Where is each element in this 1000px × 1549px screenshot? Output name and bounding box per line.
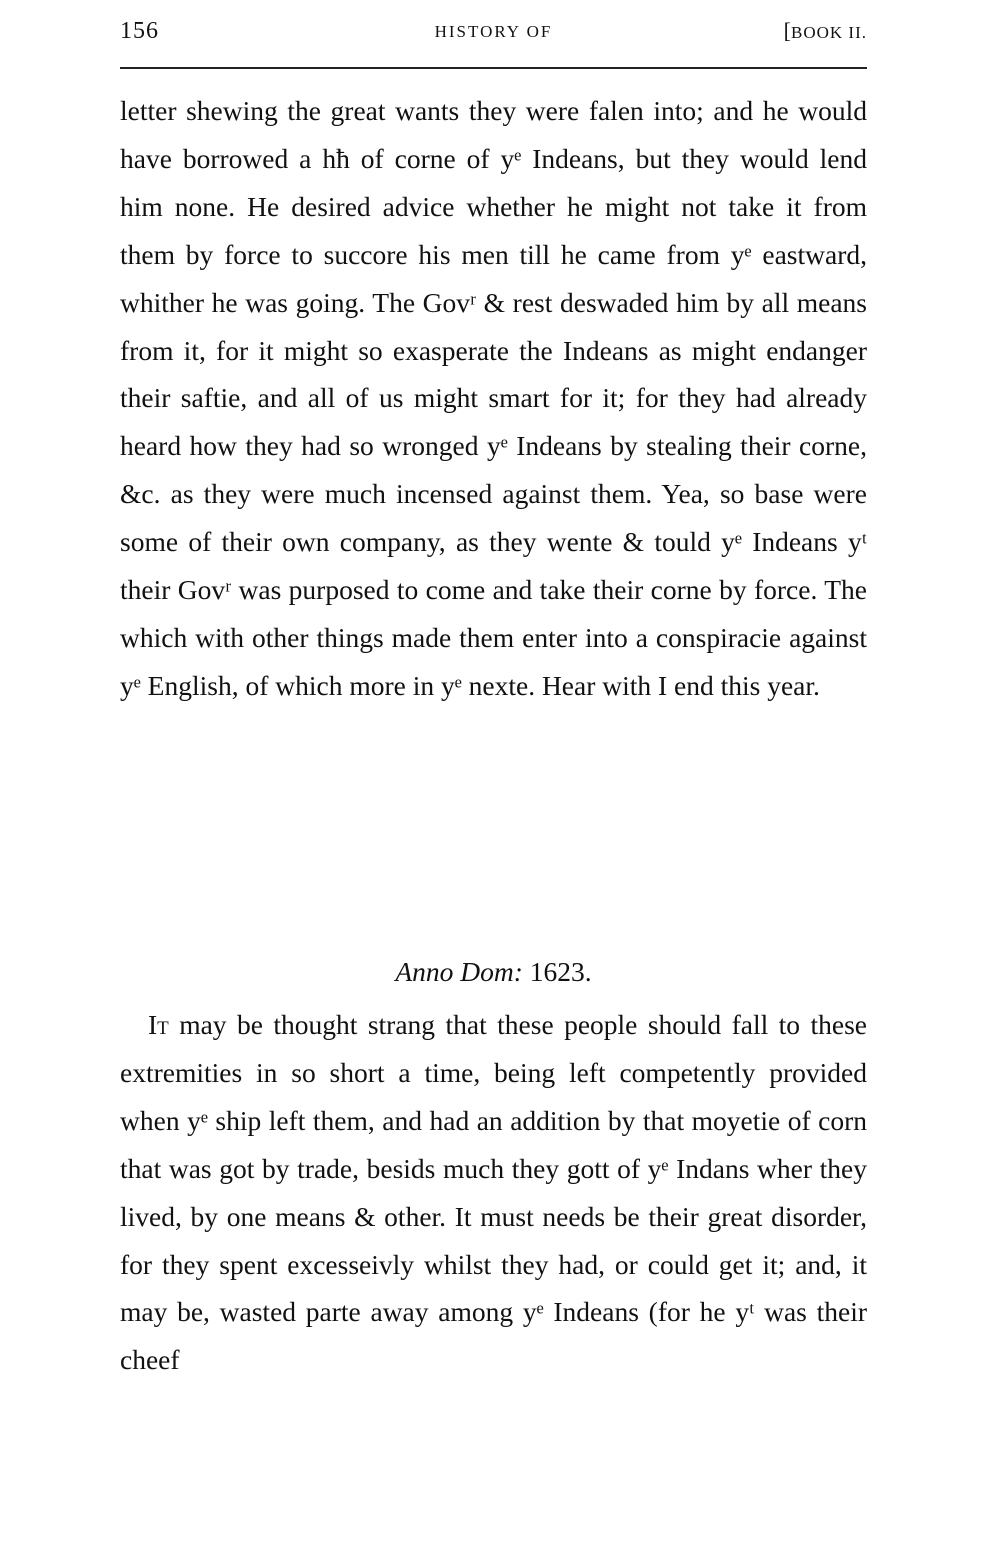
year-heading-year: 1623. — [529, 956, 592, 987]
paragraph-lead-in: It — [148, 1009, 169, 1040]
book-reference — [784, 18, 867, 44]
continuation-block — [120, 87, 867, 710]
page-number: 156 — [120, 18, 159, 44]
new-year-block — [120, 1001, 867, 1384]
paragraph-body: may be thought strang that these people should fall to these extremities in so short a time, being left competently provided when yᵉ ship left them, and had an addition by that moyetie of corn that was got by trade, besids much they gott of yᵉ Indans wher they lived, by one means & other. It must needs be their great disorder, for they spent excesseivly whilst they had, or could get it; and, it may be, wasted parte away among yᵉ Indeans (for he yᵗ was their cheef — [120, 1009, 867, 1376]
header-rule — [120, 67, 867, 69]
new-year-paragraph — [120, 1001, 867, 1384]
book-ref-text: BOOK II. — [791, 23, 867, 42]
page-header — [120, 18, 867, 48]
book-ref-bracket: [ — [783, 18, 791, 43]
continuation-paragraph: letter shewing the great wants they were falen into; and he would have borrowed a hħ of corne of yᵉ Indeans, but they would lend him none. He desired advice whether he might not take it from them by force to succore his men till he came from yᵉ eastward, whither he was going. The Govʳ & rest deswaded him by all means from it, for it might so exasperate the Indeans as might endanger their saftie, and all of us might smart for it; for they had already heard how they had so wronged yᵉ Indeans by stealing their corne, &c. as they were much incensed against them. Yea, so base were some of their own company, as they wente & tould yᵉ Indeans yᵗ their Govʳ was purposed to come and take their corne by force. The which with other things made them enter into a conspiracie against yᵉ English, of which more in yᵉ nexte. Hear with I end this year. — [120, 95, 867, 701]
year-heading — [120, 952, 867, 992]
running-head: HISTORY OF — [434, 22, 553, 41]
year-heading-label: Anno Dom: — [395, 956, 523, 987]
